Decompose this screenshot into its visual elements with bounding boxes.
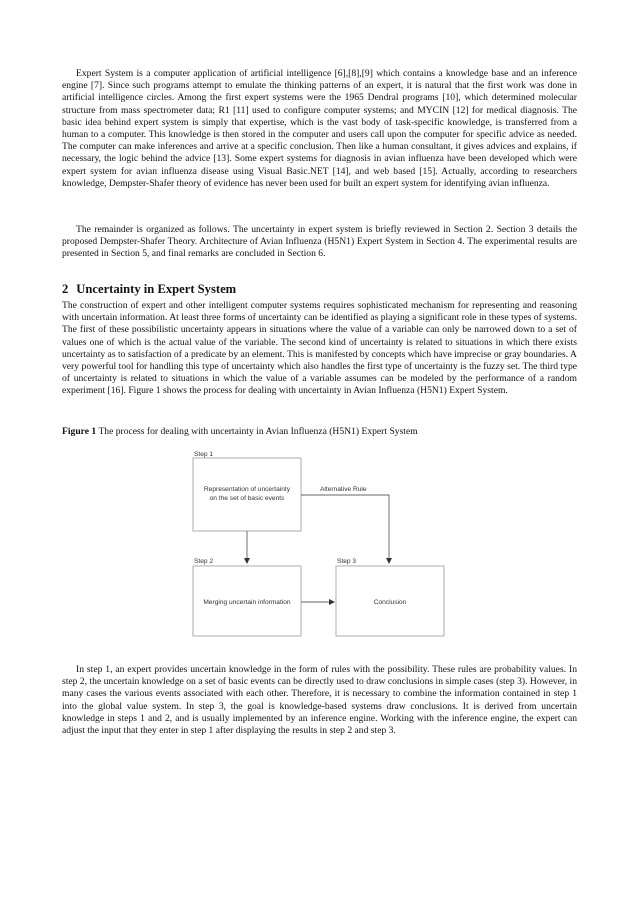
- intro-paragraph-2: The remainder is organized as follows. The uncertainty in expert system is briefly reviewed in Section 2. Section 3 details the proposed Dempster-Shafer Theory. Architecture of Avian Influenza (H5N1) Expert System in Section 4. The experimental results are presented in Section 5, and final remarks are concluded in Section 6.: [62, 224, 577, 260]
- conclusion-box-text: Conclusion: [373, 599, 407, 606]
- step-2-label: Step 2: [194, 558, 214, 565]
- figure-caption-text: The process for dealing with uncertainty in Avian Influenza (H5N1) Expert System: [98, 426, 418, 437]
- alternative-rule-label: Alternative Rule: [320, 486, 367, 493]
- step-3-label: Step 3: [337, 558, 357, 565]
- figure-label: Figure 1: [62, 426, 97, 437]
- intro-paragraph-1: Expert System is a computer application of artificial intelligence [6],[8],[9] which contains a knowledge base and an inference engine [7]. Since such programs attempt to emulate the thinking patterns of an expert, it is natural that the first work was done in artificial intelligence circles. Among the first expert systems were the 1965 Dendral programs [10], which determined molecular structure from mass spectrometer data; R1 [11] used to configure computer systems; and MYCIN [12] for medical diagnosis. The basic idea behind expert system is simply that expertise, which is the vast body of task-specific knowledge, is transferred from a human to a computer. This knowledge is then stored in the computer and users call upon the computer for specific advice as needed. The computer can make inferences and arrive at a specific conclusion. Then like a human consultant, it gives advices and explains, if necessary, the logic behind the advice [13]. Some expert systems for diagnosis in avian influenza have been developed which were expert system for avian influenza disease using Visual Basic.NET [14], and web based [15]. Actually, according to researchers knowledge, Dempster-Shafer theory of evidence has never been used for built an expert system for identifying avian influenza.: [62, 68, 577, 189]
- merging-box-text: Merging uncertain information: [203, 599, 291, 606]
- section-number: 2: [62, 282, 69, 296]
- representation-box-line-2: on the set of basic events: [209, 495, 285, 502]
- closing-paragraph: In step 1, an expert provides uncertain knowledge in the form of rules with the possibility. These rules are probability values. In step 2, the uncertain knowledge on a set of basic events can be directly used to draw conclusions in simple cases (step 3). However, in many cases the various events associated with each other. Therefore, it is necessary to combine the information contained in step 1 into the global value system. In step 3, the goal is knowledge-based systems draw conclusions. It is derived from uncertain knowledge in steps 1 and 2, and is usually implemented by an inference engine. Working with the inference engine, the expert can adjust the input that they enter in step 1 after displaying the results in step 2 and step 3.: [62, 664, 577, 737]
- figure-1-caption: [62, 426, 418, 437]
- representation-box-line-1: Representation of uncertainty: [203, 486, 291, 493]
- alternative-rule-arrow: [301, 495, 389, 563]
- step-1-label: Step 1: [194, 451, 214, 458]
- section-title: Uncertainty in Expert System: [76, 282, 237, 296]
- figure-1-diagram: [0, 440, 638, 650]
- section-2-heading: [62, 282, 236, 297]
- section-2-paragraph: The construction of expert and other intelligent computer systems requires sophisticated mechanism for representing and reasoning with uncertain information. At least three forms of uncertainty can be identified as playing a significant role in these types of systems. The first of these possibilistic uncertainty appears in situations where the value of a variable can only be narrowed down to a set of values one of which is the actual value of the variable. The second kind of uncertainty is related to situations in which there exists uncertainty as to satisfaction of a predicate by an element. This is manifested by concepts which have imprecise or gray boundaries. A very powerful tool for handling this type of uncertainty which also handles the first type of uncertainty is the fuzzy set. The third type of uncertainty is related to situations in which the value of a variable assumes can be modeled by the performance of a random experiment [16]. Figure 1 shows the process for dealing with uncertainty in Avian Influenza (H5N1) Expert System.: [62, 300, 577, 397]
